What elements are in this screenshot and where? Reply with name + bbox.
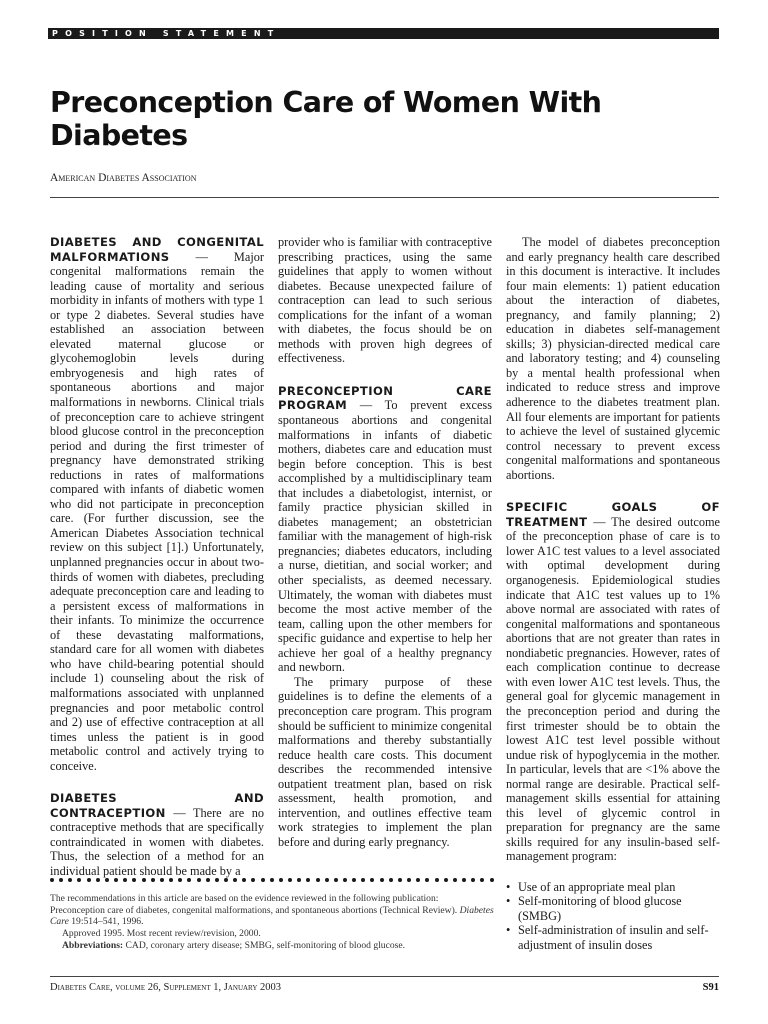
separator-dot [160,878,164,882]
separator-dot [187,878,191,882]
separator-dot [132,878,136,882]
list-item: • Self-monitoring of blood glucose (SMBG) [506,894,720,923]
separator-dot [462,878,466,882]
list-item: • Self-administration of insulin and self-adjustment of insulin doses [506,923,720,952]
paragraph [278,384,492,675]
banner-label: POSITION STATEMENT [52,29,281,38]
separator-dot [416,878,420,882]
separator-dot [206,878,210,882]
separator-dot [251,878,255,882]
paragraph: provider who is familiar with contraceptive prescribing practices, using the same guidelines that apply to women without diabetes. Because unexpected failure of contraception can lead to such serious complications for the infant of a woman with diabetes, the focus should be on methods with proven high degrees of effectiveness. [278,235,492,366]
separator-dot [50,878,54,882]
separator-dot [242,878,246,882]
paragraph: The model of diabetes preconception and early pregnancy health care described in this document is interactive. It includes four main elements: 1) patient education about the interaction of diabetes, pregnancy, and family planning; 2) education in diabetes self-management skills; 3) physician-directed medical care and laboratory testing; and 4) counseling by a mental health professional when indicated to reduce stress and improve adherence to the diabetes treatment plan. All four elements are important for patients to achieve the level of sustained glycemic control necessary to prevent excess congenital malformations and spontaneous abortions. [506,235,720,482]
separator-dot [215,878,219,882]
section-heading: DIABETES AND CONGENITAL MALFORMATIONS [50,235,264,264]
separator-dot [444,878,448,882]
section-heading: DIABETES AND CONTRACEPTION [50,791,264,820]
separator-dot [233,878,237,882]
separator-dot [471,878,475,882]
title-divider [50,197,719,198]
separator-dot [197,878,201,882]
separator-dot [380,878,384,882]
separator-dot [96,878,100,882]
paragraph [50,235,264,773]
section-text: — There are no contraceptive methods that are specifically contraindicated in women with diabetes. Thus, the selection of a method for an individual patient should be made by a [50,805,265,878]
journal-name: Diabetes Care [50,904,494,928]
separator-dot [123,878,127,882]
abbreviations-label: Abbreviations: [62,939,124,951]
separator-dot [59,878,63,882]
section-text: — To prevent excess spontaneous abortions and congenital malformations in infants of diabetic mothers, diabetes care and education must begin before conception. This is best accomplished by a multidisciplinary team that includes a diabetologist, internist, or family practice physician skilled in diabetes management; an obstetrician familiar with the management of high-risk pregnancies; diabetes educators, including a nurse, dietitian, and social worker; and other specialists, as deemed necessary. Ultimately, the woman with diabetes must become the most active member of the team, calling upon the other members for specific guidance and expertise to help her achieve her goal of a healthy pregnancy and newborn. [278,398,492,675]
journal-ref: 19:514–541, 1996. [68,916,144,928]
separator-dot [178,878,182,882]
author-line: American Diabetes Association [50,172,197,184]
separator-dot [68,878,72,882]
separator-dot [334,878,338,882]
separator-dot [151,878,155,882]
section-heading: PRECONCEPTION CARE PROGRAM [278,383,492,413]
separator-dot [316,878,320,882]
paragraph [50,791,264,878]
separator-dot [425,878,429,882]
separator-dot [435,878,439,882]
footnote-source [50,893,494,928]
separator-dot [105,878,109,882]
footnote-approved: Approved 1995. Most recent review/revision, 2000. [62,928,261,940]
separator-dot [490,878,494,882]
footnote-text: The recommendations in this article are based on the evidence reviewed in the following publication: Preconception care of diabetes, congenital malformations, and spontaneous abortions (Technical Review). [50,893,458,916]
skills-list [506,880,720,952]
footnote-abbreviations [50,940,494,952]
separator-dot [480,878,484,882]
separator-dot [453,878,457,882]
column-1 [50,235,264,879]
separator-dot [297,878,301,882]
separator-dot [352,878,356,882]
separator-dot [343,878,347,882]
footer-divider [50,976,719,977]
dotted-separator [50,876,494,884]
separator-dot [224,878,228,882]
separator-dot [270,878,274,882]
separator-dot [306,878,310,882]
separator-dot [361,878,365,882]
list-item: • Use of an appropriate meal plan [506,880,720,894]
separator-dot [279,878,283,882]
section-text: — The desired outcome of the preconception phase of care is to lower A1C test values to a level associated with optimal development during organogenesis. Epidemiological studies indicate that A1C test values up to 1% above normal are associated with rates of congenital malformations and spontaneous abortions that are not greater than rates in nondiabetic pregnancies. However, rates of each complication continue to decrease with even lower A1C test levels. Thus, the general goal for glycemic management in the preconception period and during the first trimester should be to obtain the lowest A1C test level possible without undue risk of hypoglycemia in the mother. In particular, levels that are <1% above the normal range are desirable. Practical self-management skills essential for attaining this level of glycemic control in preparation for pregnancy are the same skills required for any insulin-based self-management program: [506,514,720,864]
paragraph: The primary purpose of these guidelines is to define the elements of a preconception care program. This program should be sufficient to minimize congenital malformations and thereby substantially reduce health care costs. This document describes the recommended intensive outpatient treatment plan, based on risk assessment, health promotion, and intervention, and outlines effective team work strategies to implement the plan before and during early pregnancy. [278,674,492,849]
page-number: S91 [702,982,719,993]
separator-dot [407,878,411,882]
separator-dot [325,878,329,882]
paragraph [506,500,720,864]
abbreviations-text: CAD, coronary artery disease; SMBG, self-monitoring of blood glucose. [123,939,406,951]
column-2 [278,235,492,849]
separator-dot [169,878,173,882]
separator-dot [398,878,402,882]
column-3 [506,235,720,864]
separator-dot [142,878,146,882]
separator-dot [77,878,81,882]
article-title: Preconception Care of Women With Diabetes [50,86,602,152]
section-banner [48,28,719,39]
separator-dot [370,878,374,882]
section-heading: SPECIFIC GOALS OF TREATMENT [506,500,720,529]
journal-citation: Diabetes Care, volume 26, Supplement 1, January 2003 [50,982,282,993]
separator-dot [389,878,393,882]
footnotes [50,893,494,952]
separator-dot [288,878,292,882]
separator-dot [114,878,118,882]
separator-dot [87,878,91,882]
section-text: — Major congenital malformations remain the leading cause of mortality and serious morbidity in infants of mothers with type 1 or type 2 diabetes. Several studies have established an association between elevated maternal glucose or glycohemoglobin levels during embryogenesis and high rates of spontaneous abortions and major malformations in newborns. Clinical trials of preconception care to achieve stringent blood glucose control in the preconception period and during the first trimester of pregnancy have demonstrated striking reductions in rates of malformations compared with infants of diabetic women who did not participate in preconception care. (For further discussion, see the American Diabetes Association technical review on this subject [1].) Unfortunately, unplanned pregnancies occur in about two-thirds of women with diabetes, precluding adequate preconception care and leading to a persistent excess of malformations in their infants. To minimize the occurrence of these devastating malformations, standard care for all women with diabetes who have child-bearing potential should include 1) counseling about the risk of malformations associated with unplanned pregnancies and poor metabolic control and 2) use of effective contraception at all times unless the patient is in good metabolic control and actively trying to conceive. [50,249,264,773]
separator-dot [261,878,265,882]
